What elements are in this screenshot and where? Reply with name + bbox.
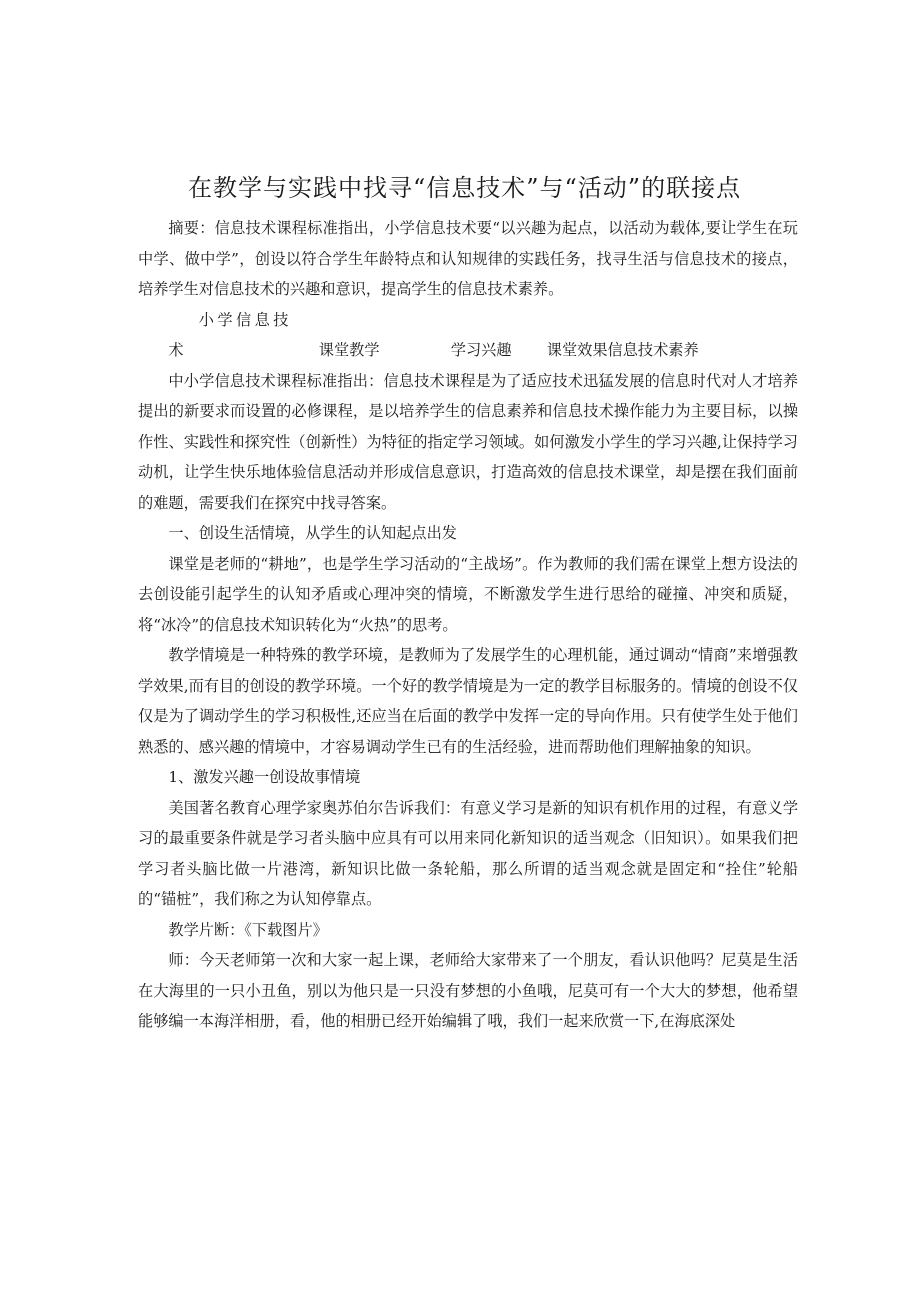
keywords-line	[138, 305, 798, 366]
body-paragraph: 美国著名教育心理学家奥苏伯尔告诉我们：有意义学习是新的知识有机作用的过程，有意义学习的最重要条件就是学习者头脑中应具有可以用来同化新知识的适当观念（旧知识）。如果我们把学习者头脑比做一片港湾，新知识比做一条轮船，那么所谓的适当观念就是固定和“拴住”轮船的“锚桩”，我们称之为认知停靠点。	[138, 798, 798, 908]
body-paragraph: 课堂是老师的“耕地”，也是学生学习活动的“主战场”。作为教师的我们需在课堂上想方设法的去创设能引起学生的认知矛盾或心理冲突的情境，不断激发学生进行思给的碰撞、冲突和质疑，将“冰冷”的信息技术知识转化为“火热”的思考。	[138, 554, 798, 634]
document-title: 在教学与实践中找寻“信息技术”与“活动”的联接点	[188, 174, 742, 202]
body-paragraph: 教学情境是一种特殊的教学环境，是教师为了发展学生的心理机能，通过调动“情商”来增强教学效果,而有目的创设的教学环境。一个好的教学情境是为一定的教学目标服务的。情境的创设不仅仅是为了调动学生的学习积极性,还应当在后面的教学中发挥一定的导向作用。只有使学生处于他们熟悉的、感兴趣的情境中，才容易调动学生已有的生活经验，进而帮助他们理解抽象的知识。	[138, 646, 798, 756]
section-heading: 一、创设生活情境，从学生的认知起点出发	[168, 524, 457, 542]
document-body	[138, 213, 798, 1037]
abstract-paragraph: 摘要：信息技术课程标准指出，小学信息技术要“以兴趣为起点，以活动为载体,要让学生在玩中学、做中学”，创设以符合学生年龄特点和认知规律的实践任务，找寻生活与信息技术的接点，培养学生对信息技术的兴趣和意识，提高学生的信息技术素养。	[138, 219, 798, 298]
intro-paragraph: 中小学信息技术课程标准指出：信息技术课程是为了适应技术迅猛发展的信息时代对人才培养提出的新要求而设置的必修课程，是以培养学生的信息素养和信息技术操作能力为主要目标，以操作性、实践性和探究性（创新性）为特征的指定学习领域。如何激发小学生的学习兴趣,让保持学习动机，让学生快乐地体验信息活动并形成信息意识，打造高效的信息技术课堂，却是摆在我们面前的难题，需要我们在探究中找寻答案。	[138, 371, 798, 512]
keyword: 课堂教学	[318, 341, 380, 359]
excerpt-label: 教学片断：《下载图片》	[168, 920, 328, 939]
keyword: 小学信息技术	[168, 310, 289, 359]
body-paragraph: 师：今天老师第一次和大家一起上课，老师给大家带来了一个朋友，看认识他吗？尼莫是生活在大海里的一只小丑鱼，别以为他只是一只没有梦想的小鱼哦，尼莫可有一个大大的梦想，他希望能够编一本海洋相册，看，他的相册已经开始编辑了哦，我们一起来欣赏一下,在海底深处	[138, 951, 798, 1030]
keyword: 课堂效果信息技术素养	[546, 341, 699, 359]
keyword: 学习兴趣	[450, 341, 512, 359]
subsection-heading: 1、激发兴趣一创设故事情境	[168, 768, 361, 786]
